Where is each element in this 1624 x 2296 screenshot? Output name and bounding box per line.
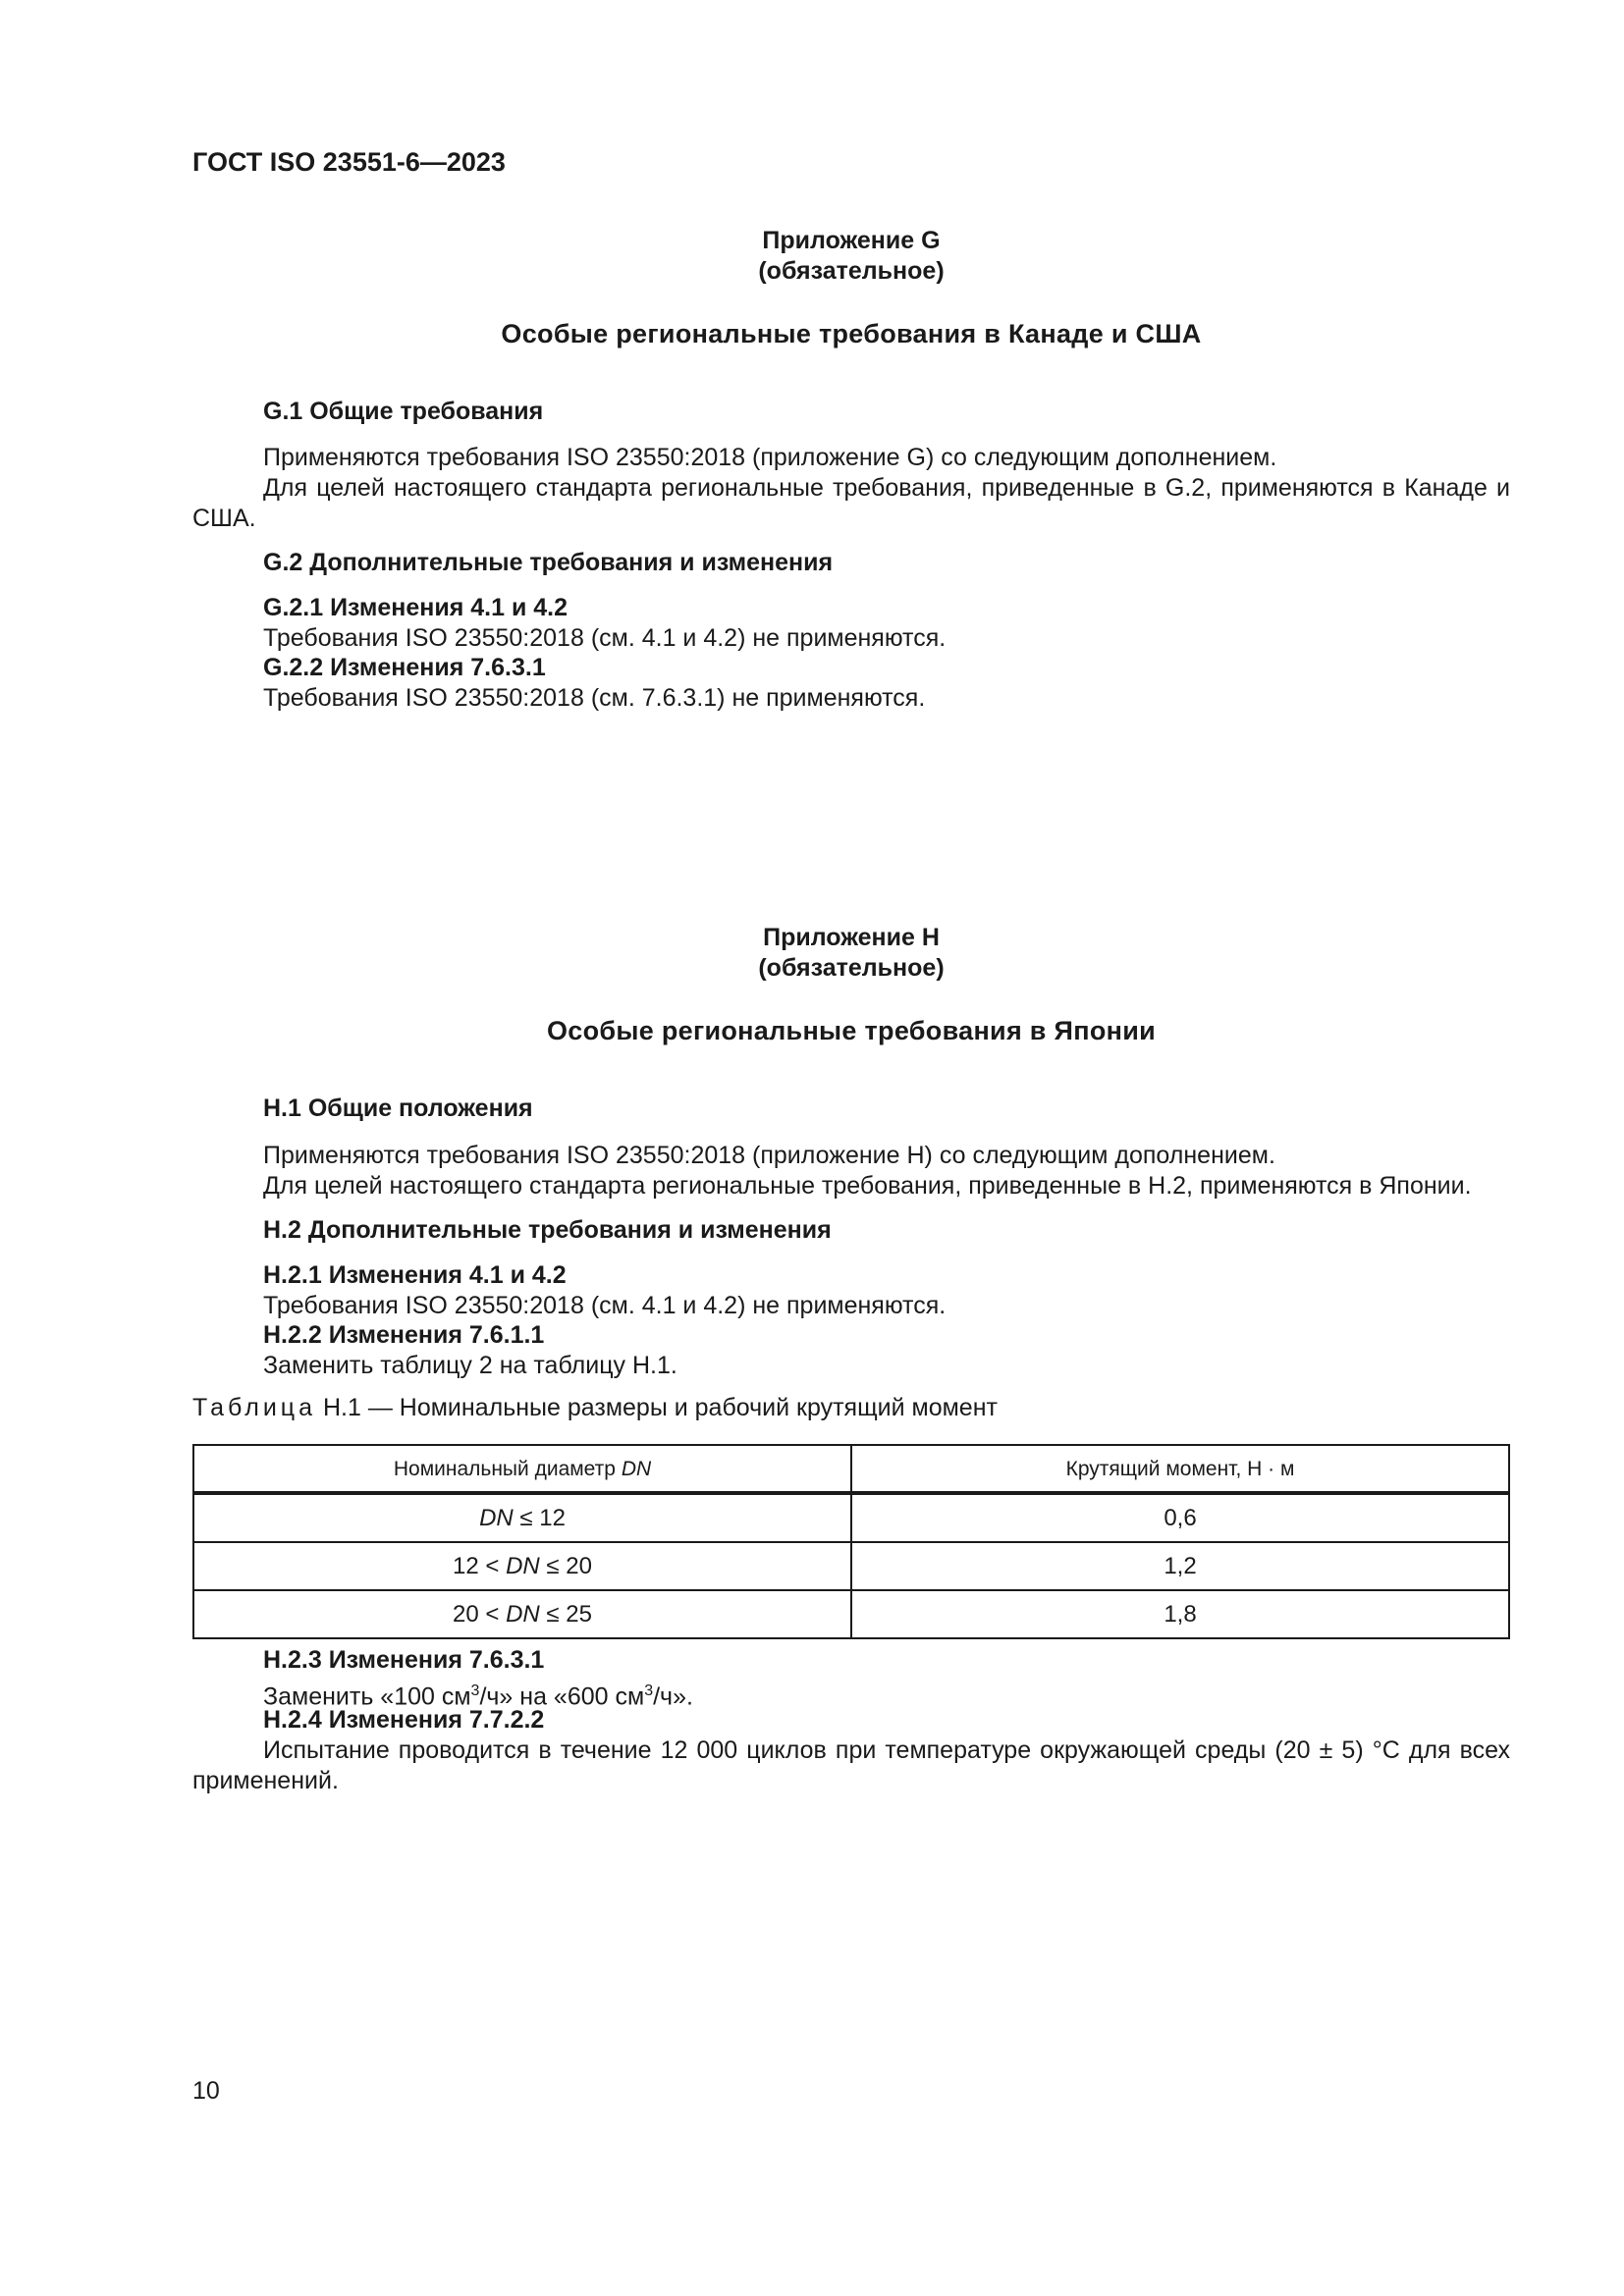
section-h22-heading: H.2.2 Изменения 7.6.1.1 <box>263 1321 545 1349</box>
section-h1-heading: H.1 Общие положения <box>263 1095 533 1122</box>
cell-torque: 0,6 <box>851 1493 1509 1542</box>
table-h1-caption <box>192 1393 998 1423</box>
section-h1-paragraph-1: Применяются требования ISO 23550:2018 (приложение H) со следующим дополнением. <box>263 1142 1275 1169</box>
section-g21-heading: G.2.1 Изменения 4.1 и 4.2 <box>263 594 568 621</box>
document-id-header: ГОСТ ISO 23551-6—2023 <box>192 147 506 177</box>
cell-torque: 1,2 <box>851 1542 1509 1590</box>
section-g1-paragraph-1: Применяются требования ISO 23550:2018 (приложение G) со следующим дополнением. <box>263 444 1277 471</box>
table-row <box>193 1542 1509 1590</box>
header-torque: Крутящий момент, Н · м <box>851 1445 1509 1493</box>
section-h24-heading: H.2.4 Изменения 7.7.2.2 <box>263 1706 545 1734</box>
appendix-h-title: Особые региональные требования в Японии <box>546 1016 1157 1045</box>
table-row <box>193 1590 1509 1638</box>
table-caption-text: H.1 — Номинальные размеры и рабочий крутящий момент <box>322 1394 998 1421</box>
section-h22-text: Заменить таблицу 2 на таблицу H.1. <box>263 1352 677 1379</box>
header-nominal-diameter: Номинальный диаметр DN <box>193 1445 851 1493</box>
table-header-row <box>193 1445 1509 1493</box>
appendix-h-name: Приложение H <box>763 924 940 951</box>
cell-diameter: 12 < DN ≤ 20 <box>193 1542 851 1590</box>
section-h21-heading: H.2.1 Изменения 4.1 и 4.2 <box>263 1261 567 1289</box>
appendix-g-status: (обязательное) <box>758 257 945 285</box>
section-g21-text: Требования ISO 23550:2018 (см. 4.1 и 4.2) не применяются. <box>263 624 947 652</box>
cell-diameter: DN ≤ 12 <box>193 1493 851 1542</box>
page-number: 10 <box>192 2077 220 2105</box>
cell-torque: 1,8 <box>851 1590 1509 1638</box>
section-g1-paragraph-2: Для целей настоящего стандарта региональные требования, приведенные в G.2, применяются в Канаде и США. <box>192 474 1510 532</box>
section-h24-text: Испытание проводится в течение 12 000 циклов при температуре окружающей среды (20 ± 5) °С для всех применений. <box>192 1736 1510 1794</box>
appendix-g-title: Особые региональные требования в Канаде и США <box>501 319 1202 348</box>
section-g22-heading: G.2.2 Изменения 7.6.3.1 <box>263 654 546 681</box>
section-h21-text: Требования ISO 23550:2018 (см. 4.1 и 4.2) не применяются. <box>263 1292 947 1319</box>
table-row <box>193 1493 1509 1542</box>
section-h2-heading: H.2 Дополнительные требования и изменения <box>263 1216 832 1244</box>
section-g22-text: Требования ISO 23550:2018 (см. 7.6.3.1) не применяются. <box>263 684 926 712</box>
section-h23-heading: H.2.3 Изменения 7.6.3.1 <box>263 1646 545 1674</box>
section-g1-heading: G.1 Общие требования <box>263 398 544 425</box>
section-g2-heading: G.2 Дополнительные требования и изменения <box>263 549 834 576</box>
appendix-g-name: Приложение G <box>762 227 941 254</box>
table-h1 <box>192 1444 1510 1639</box>
cell-diameter: 20 < DN ≤ 25 <box>193 1590 851 1638</box>
section-h23-text: Заменить «100 $см^3/ч$» на «600 $см^3/ч$». <box>263 1682 693 1711</box>
table-caption-label: Таблица <box>192 1394 317 1421</box>
appendix-h-status: (обязательное) <box>758 954 945 982</box>
section-h1-paragraph-2: Для целей настоящего стандарта региональные требования, приведенные в H.2, применяются в Японии. <box>263 1172 1472 1200</box>
